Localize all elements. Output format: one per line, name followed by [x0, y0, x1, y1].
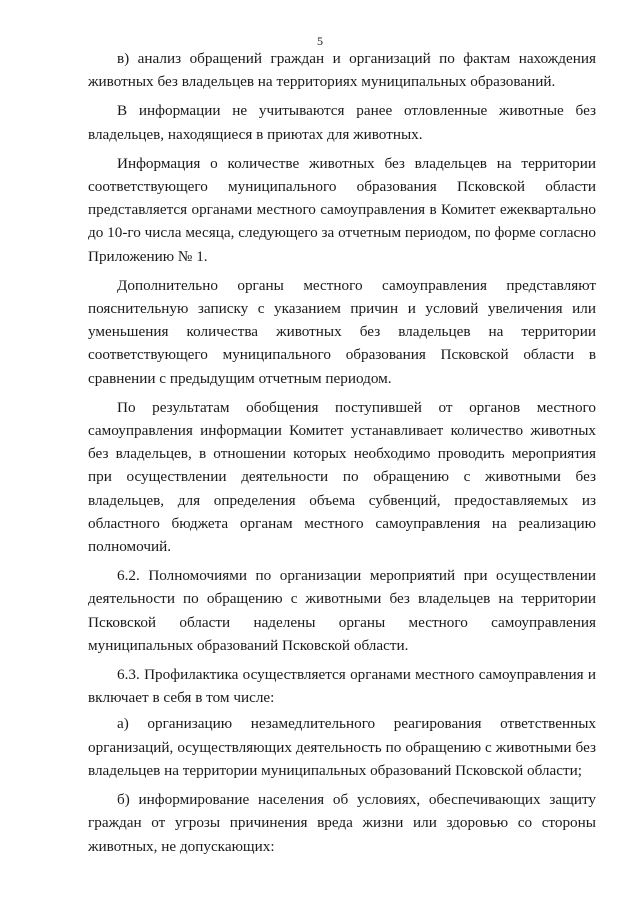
document-body: [88, 47, 596, 864]
paragraph-item-b: б) информирование населения об условиях, обеспечивающих защиту граждан от угрозы причинения вреда жизни или здоровью со стороны животных, не допускающих:: [88, 791, 596, 855]
page-number: 5: [317, 34, 323, 48]
paragraph-reporting-schedule: Информация о количестве животных без владельцев на территории соответствующего муниципального образования Псковской области представляется органами местного самоуправления в Комитет ежеквартально до 10-го числа месяца, следующего за отчетным периодом, по форме согласно Приложению № 1.: [88, 154, 596, 265]
paragraph-section-6-2: 6.2. Полномочиями по организации мероприятий при осуществлении деятельности по обращению с животными без владельцев на территории Псковской области наделены органы местного самоуправления муниципальных образований Псковской области.: [88, 567, 596, 654]
paragraph-section-6-3: 6.3. Профилактика осуществляется органами местного самоуправления и включает в себя в том числе:: [88, 666, 596, 707]
paragraph-excluded-animals-note: В информации не учитываются ранее отловленные животные без владельцев, находящиеся в приютах для животных.: [88, 102, 596, 143]
paragraph-subvention-volume: По результатам обобщения поступившей от органов местного самоуправления информации Комитет устанавливает количество животных без владельцев, в отношении которых необходимо проводить мероприятия при осуществлении деятельности по обращению с животными без владельцев, для определения объема субвенций, предоставляемых из областного бюджета органам местного самоуправления на реализацию полномочий.: [88, 398, 596, 556]
paragraph-item-v: в) анализ обращений граждан и организаций по фактам нахождения животных без владельцев на территориях муниципальных образований.: [88, 50, 596, 91]
paragraph-item-a: а) организацию незамедлительного реагирования ответственных организаций, осуществляющих деятельность по обращению с животными без владельцев на территории муниципальных образований Псковской области;: [88, 715, 596, 779]
paragraph-explanatory-note: Дополнительно органы местного самоуправления представляют пояснительную записку с указанием причин и условий увеличения или уменьшения количества животных без владельцев на территории соответствующего муниципального образования Псковской области в сравнении с предыдущим отчетным периодом.: [88, 276, 596, 387]
